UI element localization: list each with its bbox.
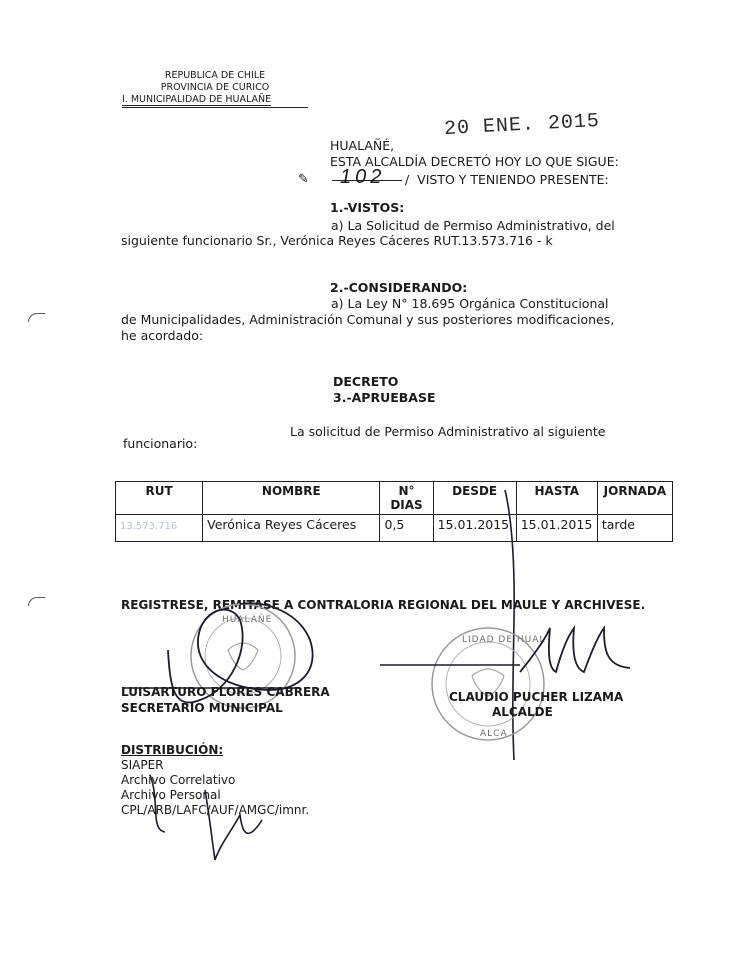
considerando-text-line2: de Municipalidades, Administración Comunal y sus posteriores modificaciones,: [121, 312, 615, 327]
list-item: CPL/ARB/LAFC/AUF/AMGC/imnr.: [121, 803, 310, 817]
left-stamp-text: HUALAÑE: [222, 615, 273, 625]
closing-statement: REGISTRESE, REMITASE A CONTRALORIA REGIONAL DEL MAULE Y ARCHIVESE.: [121, 598, 646, 612]
cell-hasta: 15.01.2015: [516, 515, 597, 542]
list-item: Archivo Personal: [121, 788, 221, 802]
decreto-text-first: La solicitud de Permiso Administrativo al siguiente: [290, 424, 606, 439]
right-stamp-bottom-text: ALCA: [480, 729, 508, 739]
decreto-subheading: 3.-APRUEBASE: [333, 390, 436, 405]
decree-number: 102: [340, 166, 386, 188]
list-item: Archivo Correlativo: [121, 773, 236, 787]
col-header-jornada: JORNADA: [597, 482, 672, 515]
date-stamp: 20 ENE. 2015: [443, 109, 601, 142]
col-header-nombre: NOMBRE: [203, 482, 380, 515]
considerando-text-first: a) La Ley N° 18.695 Orgánica Constitucional: [331, 296, 609, 311]
col-header-dias: N° DIAS: [380, 482, 433, 515]
header-republic: REPUBLICA DE CHILE: [164, 70, 266, 81]
cell-rut: 13.573.716: [116, 515, 203, 542]
vistos-text-first: a) La Solicitud de Permiso Administrativo, del: [331, 218, 615, 233]
mayor-name: CLAUDIO PUCHER LIZAMA: [449, 690, 624, 704]
intro-statement: ESTA ALCALDÍA DECRETÓ HOY LO QUE SIGUE:: [330, 154, 619, 169]
considerando-text-line3: he acordado:: [121, 328, 204, 343]
cell-jornada: tarde: [597, 515, 672, 542]
vistos-heading: 1.-VISTOS:: [330, 200, 405, 215]
distribution-list: [121, 758, 309, 818]
header-municipality: I. MUNICIPALIDAD DE HUALAÑE: [122, 94, 272, 105]
considerando-heading: 2.-CONSIDERANDO:: [330, 280, 468, 295]
right-stamp-text: LIDAD DE HUAL: [462, 635, 546, 645]
handwritten-mark: ✎: [298, 172, 309, 187]
intro-place: HUALAÑÉ,: [330, 138, 395, 153]
mayor-title: ALCALDE: [492, 705, 553, 719]
col-header-desde: DESDE: [433, 482, 516, 515]
secretary-name: LUISARTURO FLORES CABRERA: [121, 685, 330, 699]
distribution-heading: DISTRIBUCIÓN:: [121, 743, 224, 757]
intro-visto: / VISTO Y TENIENDO PRESENTE:: [405, 172, 609, 187]
col-header-rut: RUT: [116, 482, 203, 515]
col-header-hasta: HASTA: [516, 482, 597, 515]
cell-dias: 0,5: [380, 515, 433, 542]
decreto-heading: DECRETO: [333, 374, 399, 389]
cell-nombre: Verónica Reyes Cáceres: [203, 515, 380, 542]
list-item: SIAPER: [121, 758, 164, 772]
cell-desde: 15.01.2015: [433, 515, 516, 542]
secretary-title: SECRETARIO MUNICIPAL: [121, 701, 283, 715]
decreto-text-rest: funcionario:: [123, 436, 198, 451]
vistos-text-rest: siguiente funcionario Sr., Verónica Reyes Cáceres RUT.13.573.716 - k: [121, 233, 553, 248]
header-province: PROVINCIA DE CURICO: [160, 82, 270, 93]
